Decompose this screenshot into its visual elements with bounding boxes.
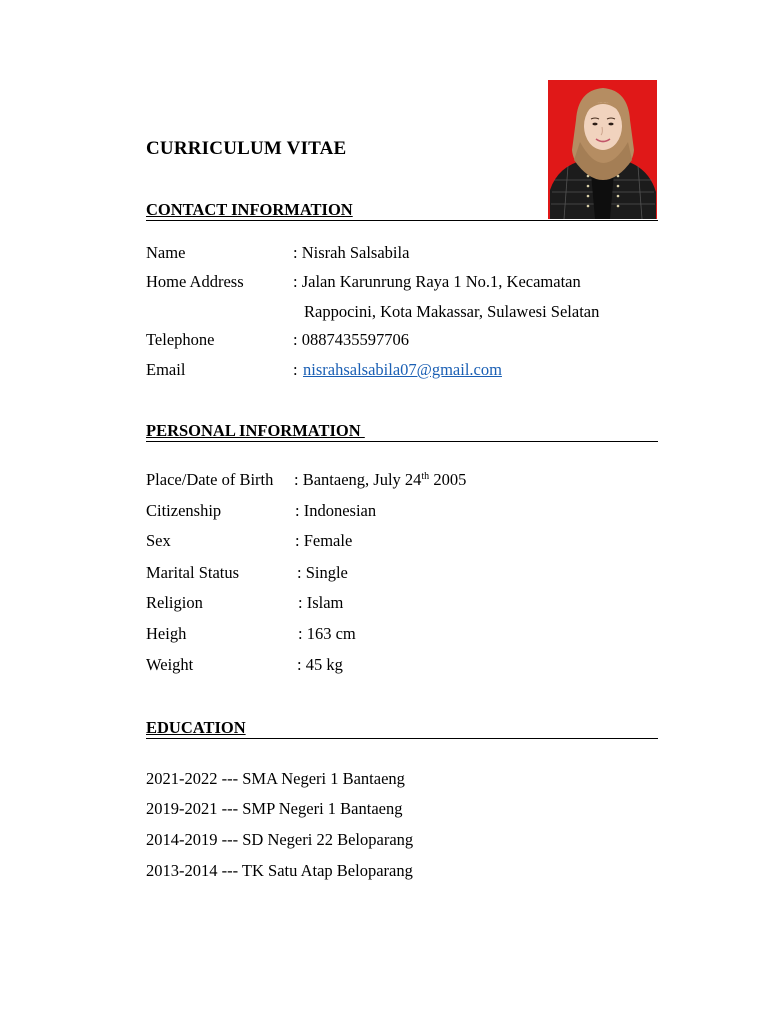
birth-label: Place/Date of Birth [146,470,274,489]
marital-label: Marital Status [146,563,240,582]
birth-year: 2005 [429,470,467,489]
education-item: 2013-2014 --- TK Satu Atap Beloparang [146,861,413,880]
weight-label: Weight [146,655,194,674]
religion-label: Religion [146,593,203,612]
sex-label: Sex [146,531,171,550]
address-label: Home Address [146,272,244,291]
religion-value: : Islam [298,593,344,612]
profile-photo [548,80,657,219]
height-label: Heigh [146,624,187,643]
weight-value: : 45 kg [297,655,343,674]
address-value-line1: : Jalan Karunrung Raya 1 No.1, Kecamatan [293,272,581,291]
document-title: CURRICULUM VITAE [146,138,347,159]
name-label: Name [146,243,186,262]
contact-section-heading [146,200,658,221]
education-item: 2014-2019 --- SD Negeri 22 Beloparang [146,830,414,849]
birth-value-main: : Bantaeng, July 24 [294,470,422,489]
education-section-heading [146,718,658,739]
birth-ordinal-suffix: th [421,471,430,482]
sex-value: : Female [295,531,353,550]
personal-heading-text: PERSONAL INFORMATION [146,421,365,440]
education-item: 2021-2022 --- SMA Negeri 1 Bantaeng [146,769,405,788]
address-value-line2: Rappocini, Kota Makassar, Sulawesi Selatan [304,302,600,321]
name-value: : Nisrah Salsabila [293,243,410,262]
telephone-value: : 0887435597706 [293,330,409,349]
citizenship-value: : Indonesian [295,501,377,520]
portrait-illustration [548,80,657,219]
citizenship-label: Citizenship [146,501,222,520]
email-label: Email [146,360,186,379]
education-heading-text: EDUCATION [146,718,246,737]
contact-heading-text: CONTACT INFORMATION [146,200,353,219]
email-link[interactable]: nisrahsalsabila07@gmail.com [303,360,502,379]
height-value: : 163 cm [298,624,356,643]
birth-value [294,470,466,490]
marital-value: : Single [297,563,348,582]
personal-section-heading [146,421,658,442]
telephone-label: Telephone [146,330,215,349]
education-item: 2019-2021 --- SMP Negeri 1 Bantaeng [146,799,403,818]
email-colon: : [293,360,298,379]
